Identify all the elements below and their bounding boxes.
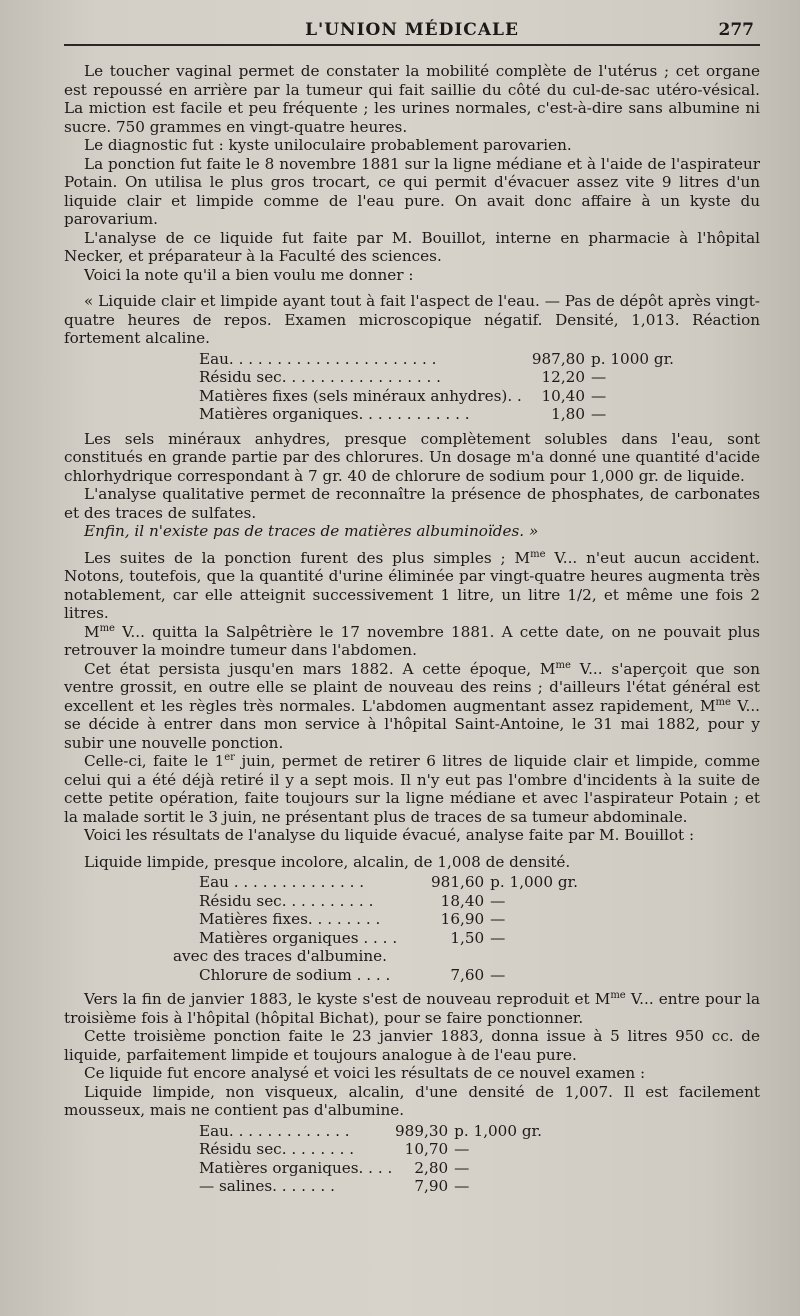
paragraph: Liquide limpide, non visqueux, alcalin, d'une densité de 1,007. Il est facilement mousseux, mais ne contient pas d'albumine. (64, 1082, 760, 1119)
paragraph-salpetriere (64, 623, 760, 660)
table-cell-value: 10,70 (404, 1140, 449, 1158)
paragraph: La ponction fut faite le 8 novembre 1881 sur la ligne médiane et à l'aide de l'aspirateur Potain. On utilisa le plus gros trocart, ce qui permit d'évacuer assez vite 9 litres d'un liquide clair et limpide comme de l'eau pure. On avait donc affaire à un kyste du parovarium. (64, 154, 760, 228)
paragraph: Le diagnostic fut : kyste uniloculaire probablement parovarien. (84, 136, 572, 154)
table-cell-value: 1,50 (450, 928, 485, 947)
quote-intro: « Liquide clair et limpide ayant tout à fait l'aspect de l'eau. — Pas de dépôt après vingt-quatre heures de repos. Examen microscopique négatif. Densité, 1,013. Réaction fortement alcaline. (64, 292, 760, 347)
paragraph-juin (64, 752, 760, 826)
table-cell-label: Matières fixes (sels minéraux anhydres). . (199, 386, 522, 405)
text: Celle-ci, faite le 1 (84, 752, 225, 770)
table-cell-value: 18,40 (440, 891, 485, 910)
paragraph-janvier (64, 990, 760, 1027)
table-cell-label: Matières fixes. . . . . . . . (199, 910, 381, 928)
superscript: me (610, 989, 626, 1001)
paragraph: Ce liquide fut encore analysé et voici les résultats de ce nouvel examen : (84, 1064, 646, 1082)
paragraph-suites (64, 549, 760, 623)
table-cell-unit: — (490, 928, 506, 947)
quote-end: Enfin, il n'existe pas de traces de matières albuminoïdes. » (84, 522, 539, 540)
text: V... quitta la Salpêtrière le 17 novembre 1881. A cette date, on ne pouvait plus retrouver la moindre tumeur dans l'abdomen. (64, 622, 760, 659)
table-row (199, 966, 590, 985)
paragraph: L'analyse de ce liquide fut faite par M. Bouillot, interne en pharmacie à l'hôpital Necker, et préparateur à la Faculté des sciences. (64, 228, 760, 265)
table-cell-unit: — (490, 891, 506, 910)
text: Vers la fin de janvier 1883, le kyste s'est de nouveau reproduit et M (84, 990, 611, 1008)
table-cell-value: 12,20 (541, 368, 585, 386)
paragraph: Le toucher vaginal permet de constater la mobilité complète de l'utérus ; cet organe est repoussé en arrière par la tumeur qui fait saillie du côté du cul-de-sac utéro-vésical. La miction est facile et peu fréquente ; les urines normales, c'est-à-dire sans albumine ni sucre. 750 grammes en vingt-quatre heures. (64, 62, 760, 136)
text: Cet état persista jusqu'en mars 1882. A cette époque, M (84, 659, 556, 678)
table-row (199, 368, 691, 387)
superscript: me (555, 659, 571, 671)
page-number: 277 (718, 20, 754, 40)
table-cell-label: Résidu sec. . . . . . . . (199, 1140, 355, 1158)
superscript: er (224, 751, 235, 763)
table-cell-label: Matières organiques . . . . (199, 928, 398, 947)
text: V... s'aperçoit que son ventre grossit, en outre elle se plaint de nouveau des reins ; d'ailleurs l'état général est excellent et les règles très normales. L'abdomen augmentant assez rapidement, M (64, 659, 760, 715)
paragraph: L'analyse qualitative permet de reconnaître la présence de phosphates, de carbonates et des traces de sulfates. (64, 485, 760, 522)
paragraph: Voici la note qu'il a bien voulu me donner : (84, 265, 414, 284)
table-cell-value: 2,80 (414, 1158, 449, 1177)
paragraph: Les sels minéraux anhydres, presque complètement solubles dans l'eau, sont constitués en grande partie par des chlorures. Un dosage m'a donné une quantité d'acide chlorhydrique correspondant à 7 gr. 40 de chlorure de sodium pour 1,000 gr. de liquide. (64, 429, 760, 485)
table-cell-label: Matières organiques. . . . (199, 1158, 393, 1177)
table-cell-value: 10,40 (541, 386, 585, 405)
table-cell-label: Eau . . . . . . . . . . . . . . (199, 873, 365, 891)
table-note (173, 947, 590, 966)
table-cell-value: 989,30 (395, 1121, 449, 1140)
superscript: me (530, 548, 546, 560)
analysis-table-3 (199, 1122, 554, 1196)
table-row (199, 387, 691, 406)
table-cell-unit: p. 1000 gr. (591, 349, 674, 368)
text: M (84, 622, 100, 641)
table-cell-unit: — (490, 965, 506, 984)
table-cell-value: 1,80 (551, 405, 585, 423)
table-cell-unit: — (454, 1140, 470, 1158)
table-cell-label: Résidu sec. . . . . . . . . . (199, 891, 374, 910)
table-cell-unit: p. 1,000 gr. (490, 873, 578, 891)
text: V... entre pour la troisième fois à l'hôpital (hôpital Bichat), pour se faire ponctionner. (64, 990, 760, 1027)
table-cell-unit: — (490, 910, 506, 928)
table-cell-value: 981,60 (431, 873, 485, 891)
text: Les suites de la ponction furent des plus simples ; M (84, 548, 531, 567)
table-cell-unit: p. 1,000 gr. (454, 1121, 542, 1140)
table-cell-label: — salines. . . . . . . (199, 1177, 335, 1195)
text: juin, permet de retirer 6 litres de liquide clair et limpide, comme celui qui a été déjà retiré il y a sept mois. Il n'y eut pas l'ombre d'incidents à la suite de cette petite opération, faite toujours sur la ligne médiane et avec l'aspirateur Potain ; et la malade sortit le 3 juin, ne présentant plus de traces de sa tumeur abdominale. (64, 752, 760, 826)
table-cell-unit: — (591, 405, 607, 423)
paragraph: Cette troisième ponction faite le 23 janvier 1883, donna issue à 5 litres 950 cc. de liquide, parfaitement limpide et toujours analogue à de l'eau pure. (64, 1027, 760, 1064)
paragraph-mars (64, 660, 760, 753)
running-title: L'UNION MÉDICALE (305, 20, 519, 40)
table-cell-value: 16,90 (440, 910, 485, 928)
table-row (199, 1159, 554, 1178)
text: V... se décide à entrer dans mon service à l'hôpital Saint-Antoine, le 31 mai 1882, pour y subir une nouvelle ponction. (64, 696, 760, 752)
page-header (64, 14, 760, 46)
superscript: me (99, 622, 115, 634)
table-cell-value: 987,80 (531, 349, 585, 368)
body-text (64, 62, 760, 1196)
text: V... n'eut aucun accident. Notons, toutefois, que la quantité d'urine éliminée par vingt-quatre heures augmenta très notablement, car elle atteignit successivement 1 litre, un litre 1/2, et même une fois 2 litres. (64, 548, 761, 622)
table-row (199, 1122, 554, 1141)
table-cell-value: 7,60 (450, 965, 485, 984)
paragraph: Liquide limpide, presque incolore, alcalin, de 1,008 de densité. (84, 852, 571, 871)
table-row (199, 350, 691, 369)
paragraph: Voici les résultats de l'analyse du liquide évacué, analyse faite par M. Bouillot : (84, 826, 695, 844)
table-row (199, 892, 590, 911)
albumine-note: avec des traces d'albumine. (173, 947, 387, 965)
table-cell-unit: — (591, 368, 607, 386)
analysis-table-2 (173, 873, 590, 984)
table-row (199, 929, 590, 948)
table-row (199, 405, 691, 424)
table-cell-unit: — (454, 1158, 470, 1177)
table-row (199, 910, 590, 929)
table-cell-unit: — (454, 1177, 470, 1195)
table-cell-label: Résidu sec. . . . . . . . . . . . . . . . . (199, 368, 442, 386)
table-row (199, 1177, 554, 1196)
table-cell-label: Eau. . . . . . . . . . . . . (199, 1121, 350, 1140)
table-cell-label: Matières organiques. . . . . . . . . . . . (199, 405, 470, 423)
table-cell-unit: — (591, 386, 607, 405)
table-cell-value: 7,90 (414, 1177, 449, 1195)
table-row (199, 1140, 554, 1159)
table-cell-label: Eau. . . . . . . . . . . . . . . . . . . . . . (199, 349, 437, 368)
table-cell-label: Chlorure de sodium . . . . (199, 965, 391, 984)
table-row (199, 873, 590, 892)
superscript: me (715, 696, 731, 708)
table-row (199, 947, 590, 966)
analysis-table-1 (199, 350, 691, 424)
